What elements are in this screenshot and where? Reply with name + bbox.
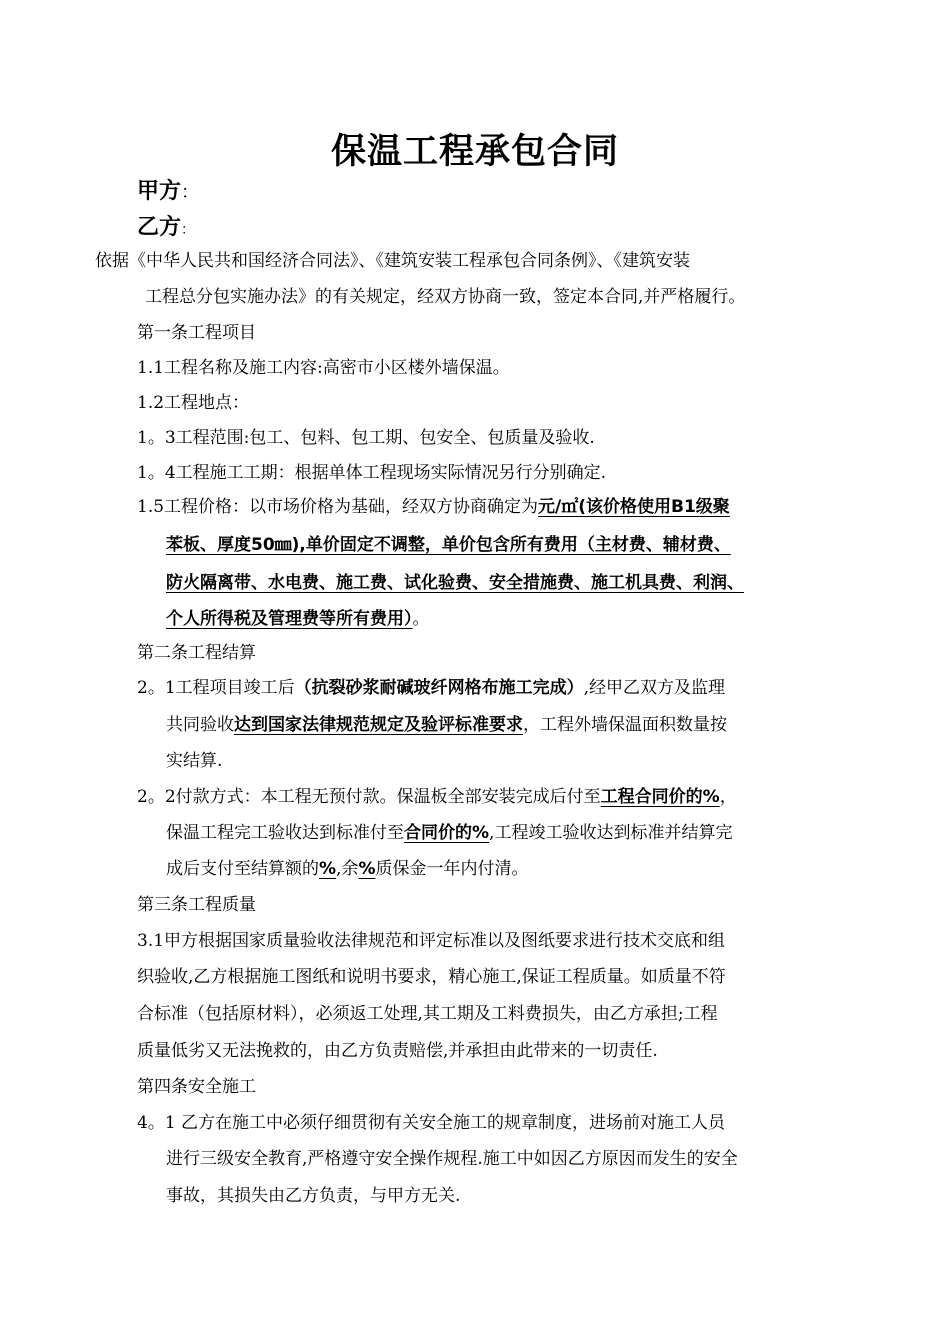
clause-2-1-standard: 达到国家法律规范规定及验评标准要求	[234, 715, 523, 735]
clause-2-1-line-1	[137, 676, 725, 700]
article-1-title: 第一条工程项目	[137, 323, 256, 343]
clause-1-2: 1.2工程地点：	[137, 393, 250, 413]
article-3-title: 第三条工程质量	[137, 895, 256, 915]
clause-2-2-line-2-prefix: 保温工程完工验收达到标准付至	[166, 823, 404, 843]
clause-2-1-text: 2。1工程项目竣工后	[137, 678, 295, 698]
article-4-title: 第四条安全施工	[137, 1077, 256, 1097]
clause-1-5-line-3	[166, 571, 744, 595]
party-a-colon: ：	[181, 182, 200, 203]
clause-3-1-line-2: 织验收,乙方根据施工图纸和说明书要求，精心施工,保证工程质量。如质量不符	[137, 967, 726, 987]
clause-2-1-suffix: ,经甲乙双方及监理	[583, 678, 726, 698]
clause-2-1-line-3: 实结算.	[166, 751, 223, 771]
clause-2-1-line-2-suffix: ，工程外墙保温面积数量按	[523, 715, 727, 735]
party-b-colon: ：	[181, 222, 196, 238]
party-a-label: 甲方	[137, 179, 182, 204]
clause-2-2-retention-pct: %	[358, 859, 376, 879]
intro-line-2: 工程总分包实施办法》的有关规定，经双方协商一致，签定本合同,并严格履行。	[145, 287, 746, 307]
clause-1-5-line-2	[166, 533, 731, 557]
clause-1-5-price-terms-2: 苯板、厚度50㎜),单价固定不调整，单价包含所有费用（主材费、辅材费、	[166, 535, 731, 555]
clause-1-1: 1.1工程名称及施工内容:高密市小区楼外墙保温。	[137, 358, 510, 378]
clause-2-2-line-3	[166, 857, 529, 881]
clause-2-2-line-3-suffix: 质保金一年内付清。	[375, 859, 529, 879]
clause-1-5-price-terms-4: 个人所得税及管理费等所有费用）	[166, 609, 413, 629]
clause-3-1-line-4: 质量低劣又无法挽救的，由乙方负责赔偿,并承担由此带来的一切责任.	[137, 1041, 658, 1061]
clause-1-5-end: 。	[412, 609, 430, 629]
clause-2-2-line-3-mid: ,余	[336, 859, 359, 879]
clause-3-1-line-3: 合标准（包括原材料），必须返工处理,其工期及工料费损失，由乙方承担;工程	[137, 1004, 718, 1024]
clause-4-1-line-2: 进行三级安全教育,严格遵守安全操作规程.施工中如因乙方原因而发生的安全	[166, 1149, 738, 1169]
document-title: 保温工程承包合同	[330, 132, 619, 172]
clause-1-3: 1。3工程范围:包工、包料、包工期、包安全、包质量及验收.	[137, 428, 595, 448]
article-2-title: 第二条工程结算	[137, 643, 256, 663]
clause-4-1-line-1: 4。1 乙方在施工中必须仔细贯彻有关安全施工的规章制度，进场前对施工人员	[137, 1113, 726, 1133]
clause-1-5-line-1	[137, 495, 730, 519]
clause-1-5-text: 1.5工程价格：以市场价格为基础，经双方协商确定为	[137, 497, 539, 517]
clause-1-5-price-terms-3: 防火隔离带、水电费、施工费、试化验费、安全措施费、施工机具费、利润、	[166, 573, 744, 593]
party-a-line	[137, 174, 199, 205]
clause-2-2-contract-price-pct: 工程合同价的%	[600, 787, 720, 807]
clause-1-4: 1。4工程施工工期：根据单体工程现场实际情况另行分别确定.	[137, 463, 607, 483]
clause-2-2-comma: ，	[719, 787, 737, 807]
clause-2-1-line-2	[166, 713, 727, 737]
clause-4-1-line-3: 事故，其损失由乙方负责，与甲方无关.	[166, 1186, 461, 1206]
clause-2-2-line-2-suffix: ,工程竣工验收达到标准并结算完	[489, 823, 733, 843]
clause-2-2-text: 2。2付款方式：本工程无预付款。保温板全部安装完成后付至	[137, 787, 601, 807]
clause-1-5-price-terms: 元/㎡(该价格使用B1级聚	[538, 497, 730, 517]
intro-line-1: 依据《中华人民共和国经济合同法》、《建筑安装工程承包合同条例》、《建筑安装	[95, 251, 690, 271]
clause-2-2-line-3-prefix: 成后支付至结算额的	[166, 859, 319, 879]
clause-2-1-condition: （抗裂砂浆耐碱玻纤网格布施工完成）	[294, 678, 584, 698]
clause-1-5-line-4	[166, 607, 430, 631]
clause-2-2-line-1	[137, 785, 737, 809]
clause-2-2-line-2	[166, 821, 732, 845]
clause-3-1-line-1: 3.1甲方根据国家质量验收法律规范和评定标准以及图纸要求进行技术交底和组	[137, 931, 726, 951]
party-b-line	[137, 210, 195, 241]
party-b-label: 乙方	[137, 215, 182, 240]
clause-2-1-line-2-prefix: 共同验收	[166, 715, 234, 735]
clause-2-2-settlement-pct: %	[319, 859, 337, 879]
clause-2-2-completion-pct: 合同价的%	[404, 823, 490, 843]
